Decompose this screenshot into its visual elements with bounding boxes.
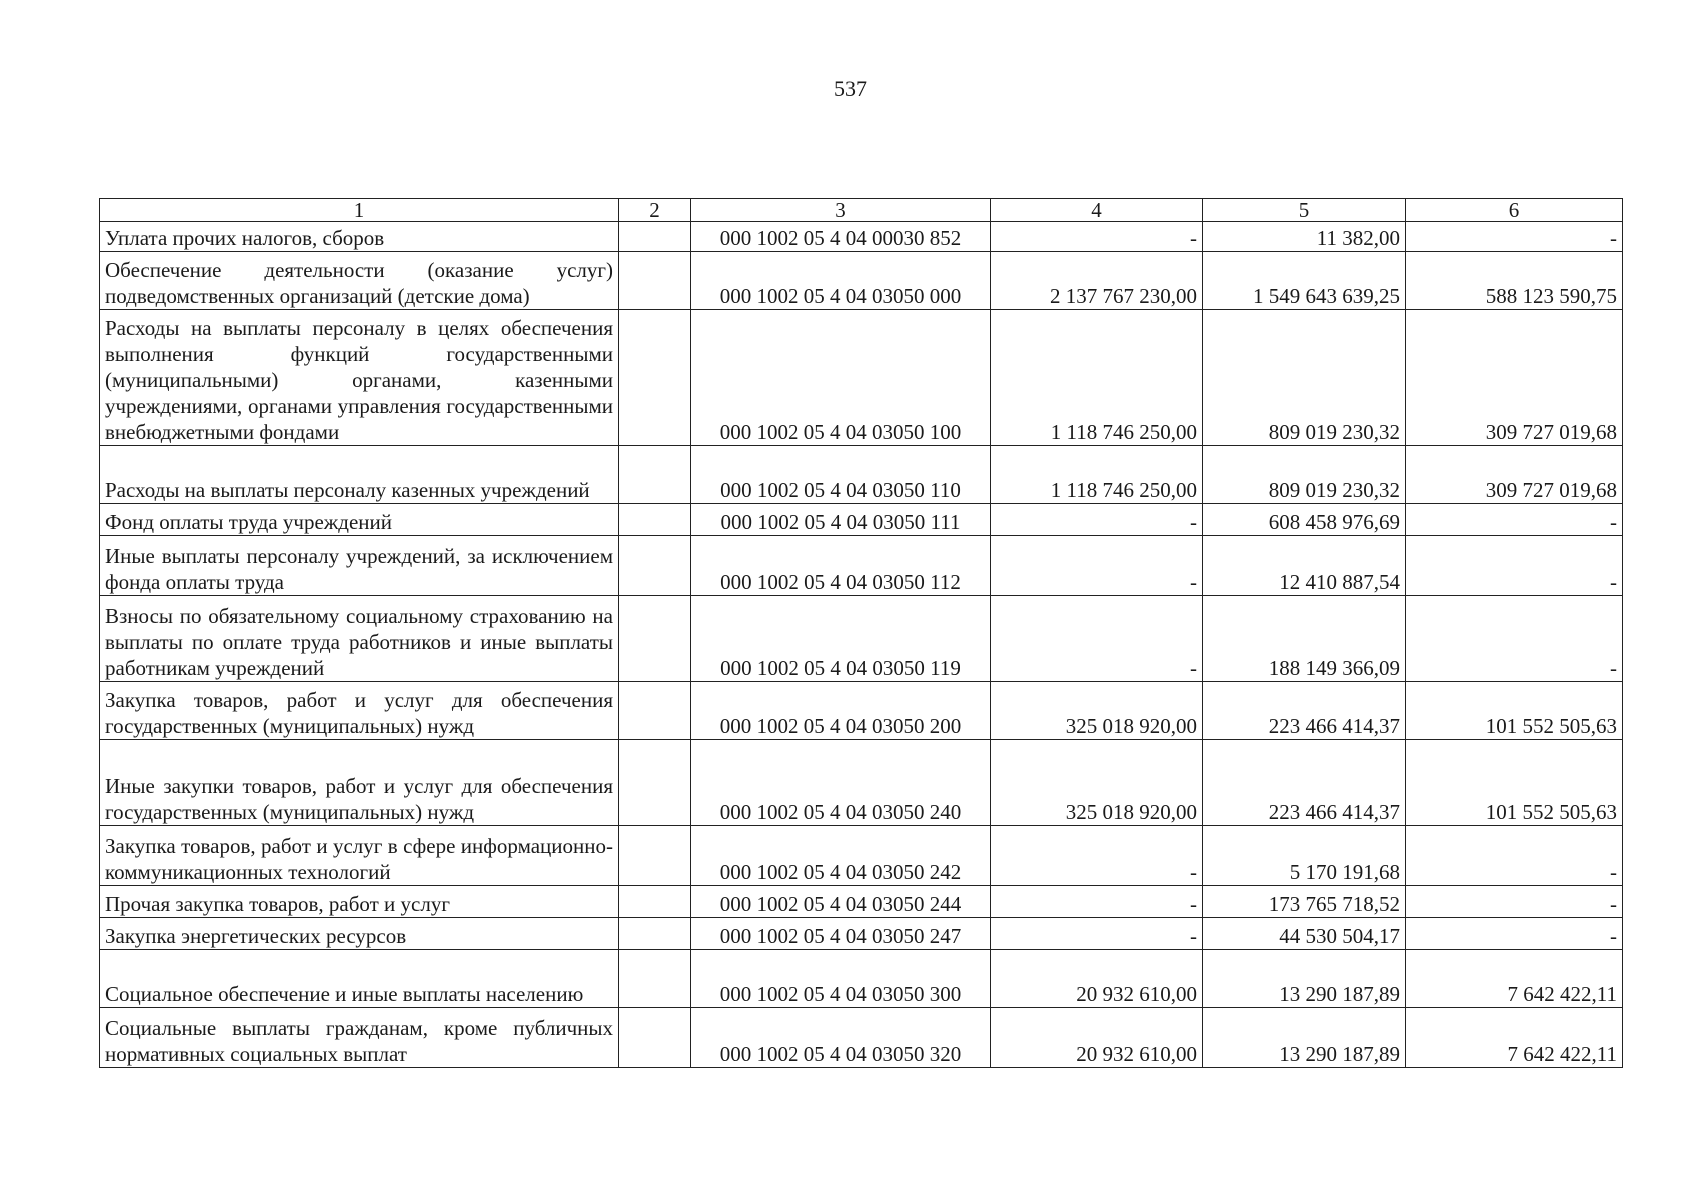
row-col6: - [1406,826,1623,886]
row-col4: - [991,222,1203,252]
row-col2 [619,1008,691,1068]
table-row [100,826,1623,886]
row-col2 [619,504,691,536]
row-col5: 223 466 414,37 [1203,682,1406,740]
column-header-6: 6 [1406,199,1623,222]
row-name: Уплата прочих налогов, сборов [100,222,619,252]
row-col2 [619,310,691,446]
row-col5: 44 530 504,17 [1203,918,1406,950]
row-col4: 1 118 746 250,00 [991,446,1203,504]
table-row [100,252,1623,310]
row-col4: - [991,536,1203,596]
row-col6: - [1406,918,1623,950]
column-header-3: 3 [691,199,991,222]
row-col5: 809 019 230,32 [1203,310,1406,446]
budget-execution-table [99,198,1623,1068]
row-col4: 325 018 920,00 [991,740,1203,826]
row-col2 [619,826,691,886]
table-row [100,446,1623,504]
row-col6: - [1406,596,1623,682]
table-row [100,918,1623,950]
table-row [100,1008,1623,1068]
row-name: Взносы по обязательному социальному страхованию на выплаты по оплате труда работников и иные выплаты работникам учреждений [100,596,619,682]
row-col5: 5 170 191,68 [1203,826,1406,886]
row-col4: - [991,826,1203,886]
row-col6: 101 552 505,63 [1406,682,1623,740]
row-name: Прочая закупка товаров, работ и услуг [100,886,619,918]
column-header-4: 4 [991,199,1203,222]
row-col2 [619,950,691,1008]
page-number: 537 [834,76,867,101]
row-col2 [619,536,691,596]
row-code: 000 1002 05 4 04 03050 100 [691,310,991,446]
row-col5: 223 466 414,37 [1203,740,1406,826]
row-col2 [619,886,691,918]
row-col5: 13 290 187,89 [1203,1008,1406,1068]
row-col5: 608 458 976,69 [1203,504,1406,536]
row-col4: 20 932 610,00 [991,950,1203,1008]
row-col6: 101 552 505,63 [1406,740,1623,826]
row-col4: 20 932 610,00 [991,1008,1203,1068]
row-name: Закупка товаров, работ и услуг для обеспечения государственных (муниципальных) нужд [100,682,619,740]
row-col5: 809 019 230,32 [1203,446,1406,504]
row-name: Расходы на выплаты персоналу в целях обеспечения выполнения функций государственными (муниципальными) органами, казенными учреждениями, органами управления государственными внебюджетными фондами [100,310,619,446]
row-col4: 325 018 920,00 [991,682,1203,740]
row-code: 000 1002 05 4 04 03050 200 [691,682,991,740]
row-code: 000 1002 05 4 04 03050 111 [691,504,991,536]
table-row [100,222,1623,252]
table-row [100,596,1623,682]
table-row [100,886,1623,918]
row-col5: 12 410 887,54 [1203,536,1406,596]
row-col2 [619,222,691,252]
row-col6: - [1406,504,1623,536]
row-col4: - [991,504,1203,536]
row-name: Закупка товаров, работ и услуг в сфере информационно-коммуникационных технологий [100,826,619,886]
row-col5: 13 290 187,89 [1203,950,1406,1008]
row-code: 000 1002 05 4 04 03050 244 [691,886,991,918]
row-col5: 173 765 718,52 [1203,886,1406,918]
row-col4: - [991,918,1203,950]
row-code: 000 1002 05 4 04 03050 247 [691,918,991,950]
row-col2 [619,596,691,682]
row-col2 [619,252,691,310]
row-col2 [619,740,691,826]
row-name: Социальные выплаты гражданам, кроме публичных нормативных социальных выплат [100,1008,619,1068]
row-code: 000 1002 05 4 04 03050 112 [691,536,991,596]
row-name: Фонд оплаты труда учреждений [100,504,619,536]
table-row [100,682,1623,740]
row-col5: 1 549 643 639,25 [1203,252,1406,310]
row-col2 [619,446,691,504]
row-col6: - [1406,536,1623,596]
table-row [100,740,1623,826]
row-col6: 588 123 590,75 [1406,252,1623,310]
row-name: Иные закупки товаров, работ и услуг для обеспечения государственных (муниципальных) нужд [100,740,619,826]
row-col4: - [991,886,1203,918]
row-name: Иные выплаты персоналу учреждений, за исключением фонда оплаты труда [100,536,619,596]
row-col5: 188 149 366,09 [1203,596,1406,682]
row-col6: - [1406,886,1623,918]
row-code: 000 1002 05 4 04 03050 242 [691,826,991,886]
row-col2 [619,682,691,740]
row-code: 000 1002 05 4 04 03050 300 [691,950,991,1008]
row-col2 [619,918,691,950]
column-header-1: 1 [100,199,619,222]
row-name: Социальное обеспечение и иные выплаты населению [100,950,619,1008]
row-col6: - [1406,222,1623,252]
row-col4: 2 137 767 230,00 [991,252,1203,310]
table-row [100,950,1623,1008]
row-col4: - [991,596,1203,682]
row-col6: 309 727 019,68 [1406,446,1623,504]
row-col5: 11 382,00 [1203,222,1406,252]
row-col6: 7 642 422,11 [1406,950,1623,1008]
row-code: 000 1002 05 4 04 03050 110 [691,446,991,504]
table-row [100,504,1623,536]
row-name: Обеспечение деятельности (оказание услуг) подведомственных организаций (детские дома) [100,252,619,310]
table-row [100,310,1623,446]
row-col4: 1 118 746 250,00 [991,310,1203,446]
column-header-5: 5 [1203,199,1406,222]
row-col6: 7 642 422,11 [1406,1008,1623,1068]
row-code: 000 1002 05 4 04 00030 852 [691,222,991,252]
column-header-2: 2 [619,199,691,222]
row-code: 000 1002 05 4 04 03050 000 [691,252,991,310]
row-name: Закупка энергетических ресурсов [100,918,619,950]
row-code: 000 1002 05 4 04 03050 320 [691,1008,991,1068]
column-number-header-row [100,199,1623,222]
row-col6: 309 727 019,68 [1406,310,1623,446]
row-code: 000 1002 05 4 04 03050 119 [691,596,991,682]
row-code: 000 1002 05 4 04 03050 240 [691,740,991,826]
row-name: Расходы на выплаты персоналу казенных учреждений [100,446,619,504]
table-row [100,536,1623,596]
